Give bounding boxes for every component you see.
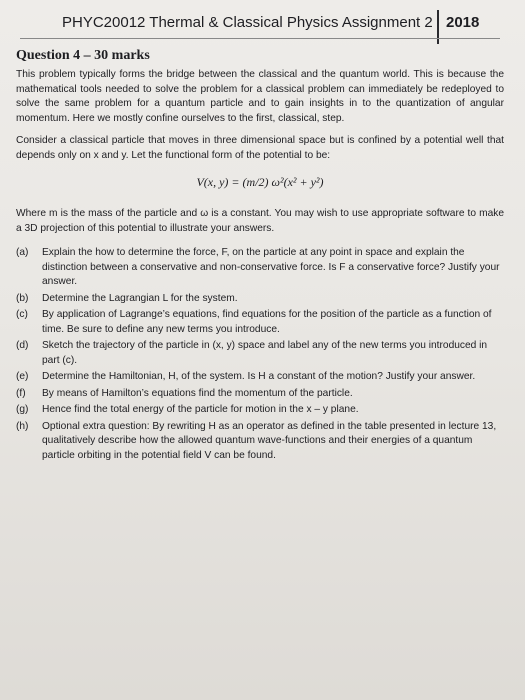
part-text: Hence find the total energy of the particle for motion in the x – y plane. xyxy=(42,404,359,415)
part-text: Optional extra question: By rewriting H as an operator as defined in the table presented in lecture 13, qualitatively describe how the allowed quantum wave-functions and their energies of a quantum particle orbiting in the potential field V can be found. xyxy=(42,420,497,461)
part-label: (g) xyxy=(16,404,29,415)
header-rule xyxy=(20,38,500,39)
part-text: Sketch the trajectory of the particle in (x, y) space and label any of the new terms you introduced in part (c). xyxy=(42,340,488,366)
part-item xyxy=(16,292,504,307)
part-text: Determine the Lagrangian L for the system. xyxy=(42,292,238,304)
page-header xyxy=(62,8,492,38)
question-parts xyxy=(16,246,504,463)
definition-paragraph: Where m is the mass of the particle and ω is a constant. You may wish to use appropriate software to make a 3D projection of this potential to illustrate your answers. xyxy=(16,208,504,234)
part-text: By application of Lagrange’s equations, find equations for the position of the particle as a function of time. Be sure to define any new terms you introduce. xyxy=(42,309,492,335)
part-label: (d) xyxy=(16,340,29,351)
part-label: (f) xyxy=(16,387,26,399)
potential-equation: V(x, y) = (m/2) ω²(x² + y²) xyxy=(196,175,324,189)
part-item xyxy=(16,308,504,337)
part-label: (c) xyxy=(16,309,28,320)
intro-paragraph: This problem typically forms the bridge between the classical and the quantum world. This is because the mathematical tools needed to solve the problem for a classical problem can immediately be redeployed to solve the same problem for a quantum particle and to gain insights in to the quantization of angular momentum. Here we mostly confine ourselves to the first, classical, step. xyxy=(16,69,504,124)
part-label: (e) xyxy=(16,371,29,382)
part-item xyxy=(16,339,504,368)
part-label: (b) xyxy=(16,292,29,304)
year-label: 2018 xyxy=(446,14,480,31)
part-item xyxy=(16,246,504,290)
part-text: By means of Hamilton’s equations find the momentum of the particle. xyxy=(42,387,353,399)
question-title: Question 4 – 30 marks xyxy=(16,48,150,63)
question-body xyxy=(16,46,504,465)
part-label: (a) xyxy=(16,247,29,258)
part-text: Explain the how to determine the force, F, on the particle at any point in space and explain the distinction between a conservative and non-conservative force. Is F a conservative force? Justify your answer. xyxy=(42,247,500,287)
part-text: Determine the Hamiltonian, H, of the system. Is H a constant of the motion? Justify your answer. xyxy=(42,371,476,382)
part-item xyxy=(16,420,504,464)
part-item xyxy=(16,403,504,418)
part-item xyxy=(16,370,504,385)
course-title: PHYC20012 Thermal & Classical Physics Assignment 2 xyxy=(62,14,433,31)
part-item xyxy=(16,387,504,402)
setup-paragraph: Consider a classical particle that moves in three dimensional space but is confined by a potential well that depends only on x and y. Let the functional form of the potential to be: xyxy=(16,135,504,161)
part-label: (h) xyxy=(16,420,29,432)
